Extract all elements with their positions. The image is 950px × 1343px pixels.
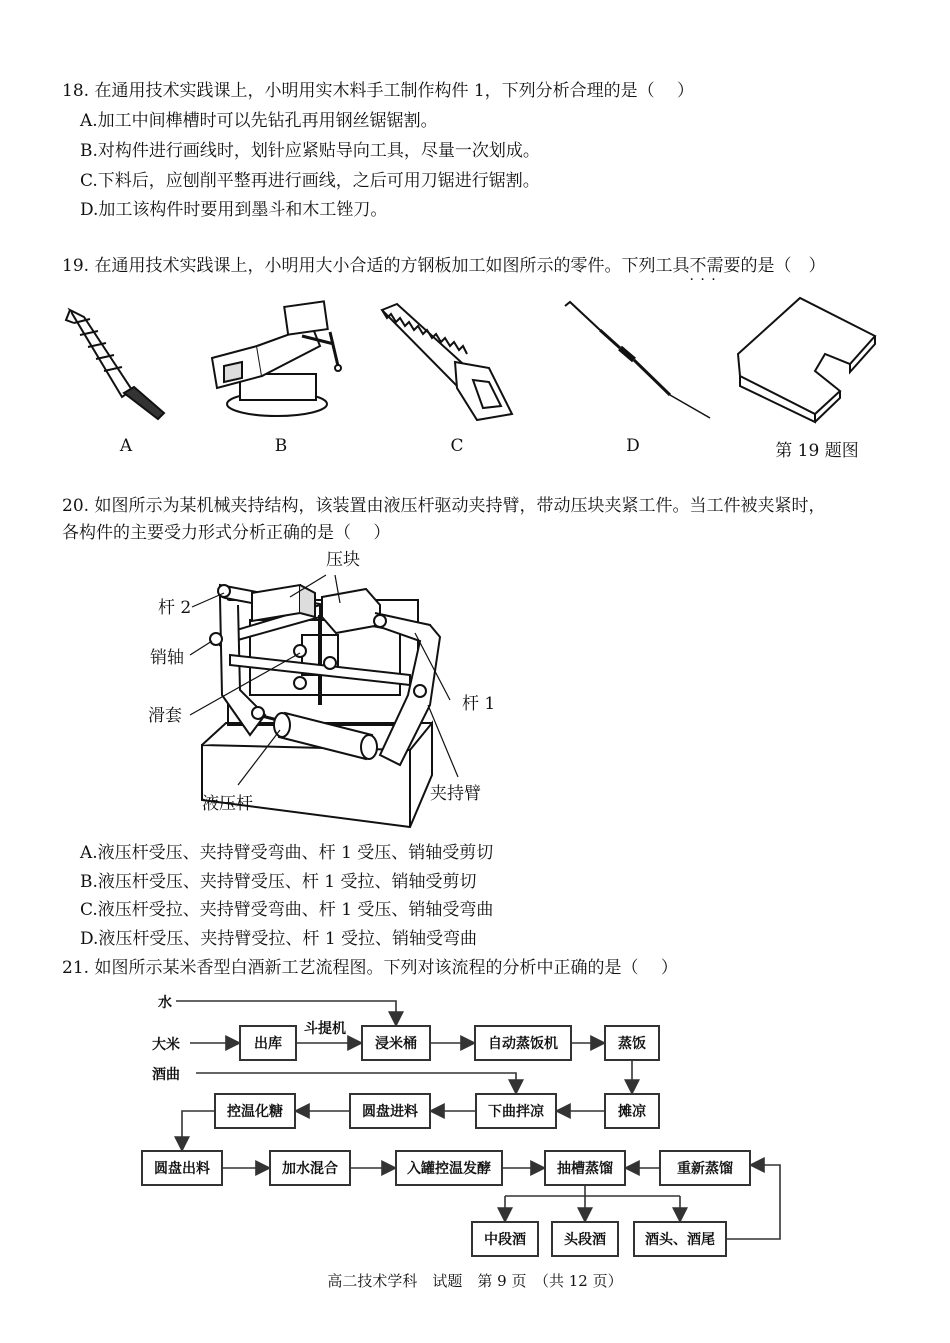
arrow-water: [176, 1001, 396, 1024]
step-ferment: 入罐控温发酵: [407, 1161, 491, 1177]
q20-option-a: A.液压杆受压、夹持臂受弯曲、杆 1 受压、销轴受剪切: [80, 843, 494, 863]
hand-saw-image: [377, 302, 517, 422]
q21-stem: 21. 如图所示某米香型白酒新工艺流程图。下列对该流程的分析中正确的是（ ）: [62, 958, 678, 978]
label-rod1: 杆 1: [462, 694, 496, 714]
clamp-mechanism-figure: [140, 545, 510, 835]
step-redistill: 重新蒸馏: [677, 1161, 733, 1177]
drill-bit-image: [62, 305, 172, 420]
bench-vise-image: [202, 296, 352, 421]
q20-option-c: C.液压杆受拉、夹持臂受弯曲、杆 1 受压、销轴受弯曲: [80, 900, 494, 920]
part-figure-image: [730, 296, 890, 421]
q18-option-a: A.加工中间榫槽时可以先钻孔再用钢丝锯锯割。: [80, 111, 438, 131]
q19-figure-caption: 第 19 题图: [775, 441, 859, 461]
arrow-yeast: [196, 1073, 516, 1092]
q18-option-b: B.对构件进行画线时，划针应紧贴导向工具，尽量一次划成。: [80, 141, 540, 161]
q20-option-b: B.液压杆受压、夹持臂受压、杆 1 受拉、销轴受剪切: [80, 872, 477, 892]
q19-label-d: D: [626, 436, 640, 456]
q19-label-b: B: [274, 436, 288, 456]
q19-label-c: C: [450, 436, 464, 456]
q20-stem-line1: 20. 如图所示为某机械夹持结构，该装置由液压杆驱动夹持臂，带动压块夹紧工件。当工件被夹紧时，: [62, 496, 826, 516]
step-middle: 中段酒: [484, 1232, 526, 1248]
input-water: 水: [158, 995, 172, 1011]
step-soak: 浸米桶: [375, 1036, 417, 1052]
step-distill: 抽槽蒸馏: [557, 1161, 613, 1177]
q20-stem-line2: 各构件的主要受力形式分析正确的是（ ）: [62, 523, 391, 543]
label-elevator: 斗提机: [304, 1021, 346, 1037]
liquor-process-flowchart: [0, 985, 950, 1265]
q18-stem: 18. 在通用技术实践课上，小明用实木料手工制作构件 1，下列分析合理的是（ ）: [62, 81, 695, 101]
q19-stem-emphasis: 不需要 · · ·: [689, 256, 740, 276]
step-cooker: 自动蒸饭机: [488, 1036, 558, 1052]
step-head: 头段酒: [564, 1232, 606, 1248]
q19-label-a: A: [119, 436, 133, 456]
step-disc-in: 圆盘进料: [362, 1104, 418, 1120]
input-rice: 大米: [152, 1037, 180, 1053]
label-rod2: 杆 2: [158, 598, 192, 618]
arrow-sacch-discout: [182, 1111, 215, 1149]
step-add-water: 加水混合: [282, 1161, 338, 1177]
step-out: 出库: [254, 1036, 282, 1052]
label-pin: 销轴: [150, 648, 184, 668]
q18-option-d: D.加工该构件时要用到墨斗和木工锉刀。: [80, 200, 388, 220]
step-saccharify: 控温化糖: [227, 1104, 283, 1120]
step-tails: 酒头、酒尾: [645, 1232, 715, 1248]
label-hydraulic-rod: 液压杆: [202, 794, 253, 814]
step-mix-yeast: 下曲拌凉: [488, 1104, 544, 1120]
q20-option-d: D.液压杆受压、夹持臂受拉、杆 1 受拉、销轴受弯曲: [80, 929, 478, 949]
input-yeast: 酒曲: [152, 1067, 180, 1083]
q18-option-c: C.下料后，应刨削平整再进行画线，之后可用刀锯进行锯割。: [80, 171, 540, 191]
step-spread: 摊凉: [618, 1104, 646, 1120]
q19-stem: [62, 255, 825, 277]
page-footer: 高二技术学科 试题 第 9 页 （共 12 页）: [327, 1272, 623, 1290]
step-disc-out: 圆盘出料: [154, 1161, 210, 1177]
label-clamp-arm: 夹持臂: [430, 784, 481, 804]
label-sleeve: 滑套: [148, 706, 182, 726]
label-pressure-block: 压块: [326, 550, 360, 570]
q19-stem-before: 19. 在通用技术实践课上，小明用大小合适的方钢板加工如图所示的零件。下列工具: [62, 256, 690, 276]
step-steam: 蒸饭: [618, 1036, 646, 1052]
scriber-image: [560, 300, 720, 420]
q19-stem-after: 的是（ ）: [740, 256, 826, 276]
